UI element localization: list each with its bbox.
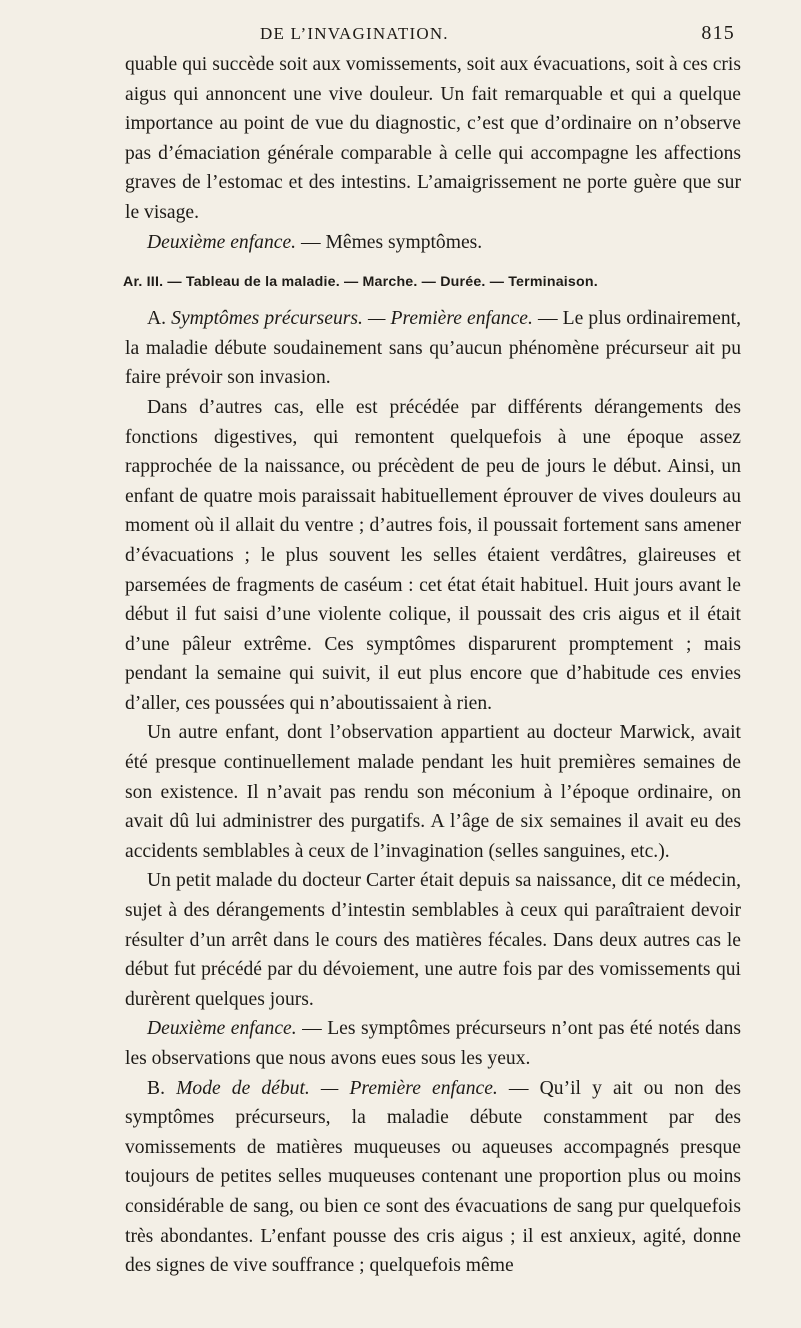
paragraph-onset-mode [125, 1074, 741, 1281]
paragraph-continuation: quable qui succède soit aux vomissements, soit aux évacuations, soit à ces cris aigus qui annoncent une vive douleur. Un fait remarquable et qui a quelque importance au point de vue du diagnostic, c’est que d’ordinaire on n’observe pas d’émaciation générale comparable à celle qui accompagne les affections graves de l’estomac et des intestins. L’amaigrissement ne porte guère que sur le visage. [125, 54, 741, 223]
running-head [125, 20, 741, 50]
paragraph-second-childhood [125, 228, 741, 258]
subsection-label: Deuxième enfance. [147, 1018, 297, 1040]
paragraph-carter-case: Un petit malade du docteur Carter était depuis sa naissance, dit ce médecin, sujet à des dérangements d’intestin semblables à ceux qui paraîtraient devoir résulter d’un arrêt dans le cours des matières fécales. Dans deux autres cas le début fut précédé par du dévoiement, une autre fois par des vomissements qui durèrent quelques jours. [125, 870, 741, 1010]
paragraph-lead: A. [147, 308, 172, 330]
section-heading: Ar. III. — Tableau de la maladie. — Marche. — Durée. — Terminaison. [123, 274, 598, 291]
paragraph-text: — Les symptômes précurseurs n’ont pas été notés dans les observations que nous avons eues sous les yeux. [125, 1018, 741, 1069]
paragraph-text: — Mêmes symptômes. [296, 231, 483, 253]
subsection-label: Symptômes précurseurs. — Première enfance. [171, 308, 533, 330]
paragraph-lead: B. [147, 1077, 177, 1099]
paragraph-marwick-case: Un autre enfant, dont l’observation appartient au docteur Marwick, avait été presque continuellement malade pendant les huit premières semaines de son existence. Il n’avait pas rendu son méconium à l’époque ordinaire, on avait dû lui administrer des purgatifs. A l’âge de six semaines il avait eu des accidents semblables à ceux de l’invagination (selles sanguines, etc.). [125, 722, 741, 862]
subsection-label: Mode de début. — Première enfance. [176, 1077, 498, 1099]
paragraph-precursor-symptoms [125, 304, 741, 393]
paragraph-digestive-disorders: Dans d’autres cas, elle est précédée par différents dérangements des fonctions digestives, qui remontent quelquefois à une époque assez rapprochée de la naissance, ou précèdent de peu de jours le début. Ainsi, un enfant de quatre mois paraissait habituellement éprouver de vives douleurs au moment où il allait du ventre ; d’autres fois, il poussait fortement sans amener d’évacuations ; le plus souvent les selles étaient verdâtres, glaireuses et parsemées de fragments de caséum : cet état était habituel. Huit jours avant le début il fut saisi d’une violente colique, il poussait des cris aigus et il était d’une pâleur extrême. Ces symptômes disparurent promptement ; mais pendant la semaine qui suivit, il eut plus encore que d’habitude ces envies d’aller, ces poussées qui n’aboutissaient à rien. [125, 396, 741, 714]
paragraph-second-childhood-precursors [125, 1014, 741, 1073]
paragraph-text: — Qu’il y ait ou non des symptômes précurseurs, la maladie débute constamment par des vomissements de matières muqueuses ou aqueuses accompagnés presque toujours de petites selles muqueuses contenant une proportion plus ou moins considérable de sang, ou bien ce sont des évacuations de sang pur quelquefois très abondantes. L’enfant pousse des cris aigus ; il est anxieux, agité, donne des signes de vive souffrance ; quelquefois même [125, 1077, 741, 1277]
paragraph-text: — Le plus ordinairement, la maladie débute soudainement sans qu’aucun phénomène précurseur ait pu faire prévoir son invasion. [125, 308, 741, 389]
page-body [125, 50, 741, 1281]
page-number: 815 [701, 22, 735, 44]
running-title: DE L’INVAGINATION. [260, 24, 449, 43]
subsection-label: Deuxième enfance. [147, 231, 297, 253]
